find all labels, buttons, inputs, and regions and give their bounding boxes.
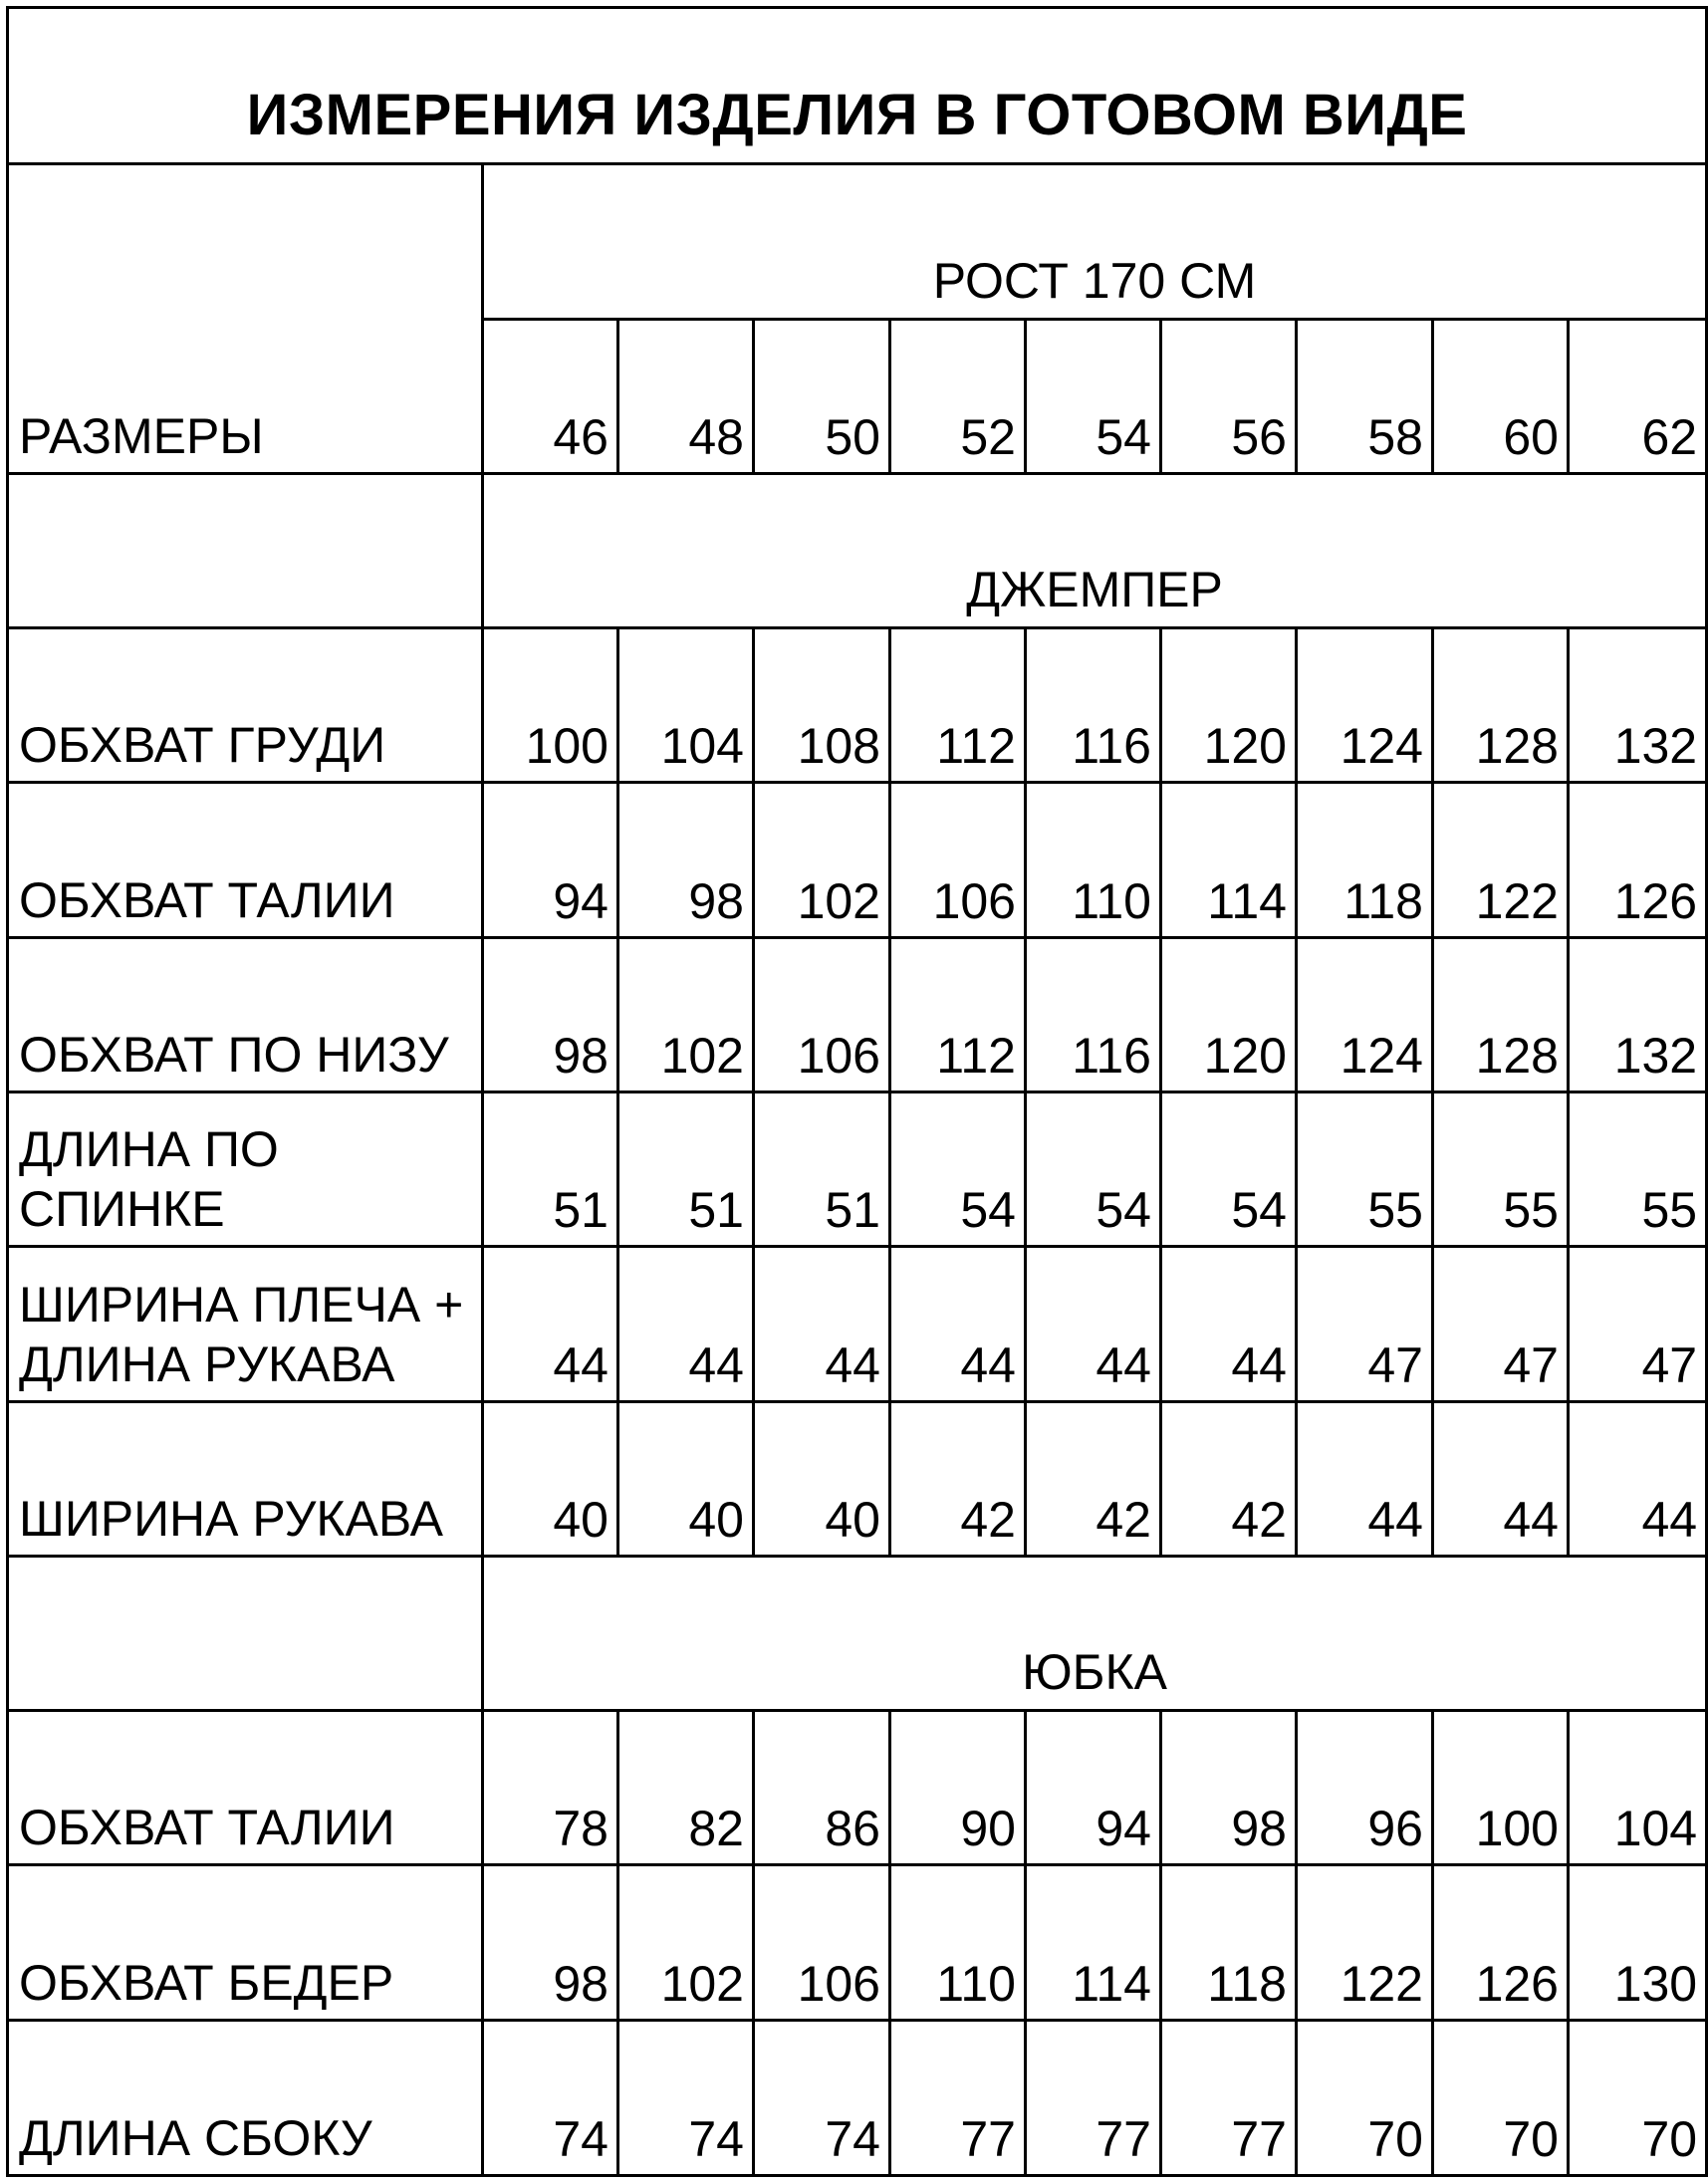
height-row bbox=[8, 164, 1707, 319]
measurement-value: 108 bbox=[754, 628, 890, 783]
measurement-value: 94 bbox=[1026, 1711, 1161, 1865]
measurement-value: 104 bbox=[618, 628, 754, 783]
measurement-row bbox=[8, 1247, 1707, 1401]
measurement-value: 132 bbox=[1569, 628, 1707, 783]
measurement-value: 98 bbox=[1161, 1711, 1297, 1865]
section-title: ЮБКА bbox=[483, 1556, 1707, 1710]
measurement-value: 122 bbox=[1433, 783, 1569, 937]
measurement-value: 112 bbox=[890, 628, 1026, 783]
measurement-value: 44 bbox=[890, 1247, 1026, 1401]
measurement-value: 51 bbox=[618, 1091, 754, 1246]
size-cell: 62 bbox=[1569, 319, 1707, 473]
measurement-row bbox=[8, 2020, 1707, 2175]
size-cell: 56 bbox=[1161, 319, 1297, 473]
measurement-value: 106 bbox=[754, 937, 890, 1091]
measurement-value: 42 bbox=[1161, 1401, 1297, 1556]
measurement-label: ШИРИНА ПЛЕЧА + ДЛИНА РУКАВА bbox=[8, 1247, 483, 1401]
measurement-value: 40 bbox=[483, 1401, 618, 1556]
measurement-value: 51 bbox=[483, 1091, 618, 1246]
measurement-value: 44 bbox=[483, 1247, 618, 1401]
measurement-value: 122 bbox=[1297, 1865, 1433, 2020]
measurement-value: 44 bbox=[1569, 1401, 1707, 1556]
measurement-value: 100 bbox=[483, 628, 618, 783]
measurement-label: ОБХВАТ ГРУДИ bbox=[8, 628, 483, 783]
size-chart-body bbox=[8, 8, 1707, 2176]
size-cell: 54 bbox=[1026, 319, 1161, 473]
measurement-value: 55 bbox=[1569, 1091, 1707, 1246]
size-cell: 58 bbox=[1297, 319, 1433, 473]
measurement-label: ОБХВАТ ТАЛИИ bbox=[8, 1711, 483, 1865]
measurement-value: 54 bbox=[890, 1091, 1026, 1246]
measurement-label: ОБХВАТ БЕДЕР bbox=[8, 1865, 483, 2020]
measurement-value: 120 bbox=[1161, 937, 1297, 1091]
measurement-value: 74 bbox=[483, 2020, 618, 2175]
measurement-value: 106 bbox=[754, 1865, 890, 2020]
measurement-row bbox=[8, 1711, 1707, 1865]
section-title: ДЖЕМПЕР bbox=[483, 473, 1707, 627]
measurement-row bbox=[8, 937, 1707, 1091]
measurement-value: 44 bbox=[1161, 1247, 1297, 1401]
sizes-label: РАЗМЕРЫ bbox=[8, 319, 483, 473]
measurement-row bbox=[8, 1865, 1707, 2020]
measurement-value: 82 bbox=[618, 1711, 754, 1865]
measurement-value: 126 bbox=[1569, 783, 1707, 937]
measurement-row bbox=[8, 628, 1707, 783]
measurement-value: 96 bbox=[1297, 1711, 1433, 1865]
measurement-value: 98 bbox=[483, 1865, 618, 2020]
measurement-value: 40 bbox=[618, 1401, 754, 1556]
measurement-label: ДЛИНА ПО СПИНКЕ bbox=[8, 1091, 483, 1246]
measurement-value: 110 bbox=[1026, 783, 1161, 937]
measurement-label: ОБХВАТ ТАЛИИ bbox=[8, 783, 483, 937]
blank-corner-cell bbox=[8, 164, 483, 319]
measurement-value: 106 bbox=[890, 783, 1026, 937]
measurement-value: 86 bbox=[754, 1711, 890, 1865]
measurement-value: 114 bbox=[1161, 783, 1297, 937]
measurement-value: 55 bbox=[1433, 1091, 1569, 1246]
size-chart-table bbox=[6, 6, 1708, 2177]
measurement-row bbox=[8, 1091, 1707, 1246]
measurement-value: 90 bbox=[890, 1711, 1026, 1865]
section-header-row bbox=[8, 1556, 1707, 1710]
measurement-value: 44 bbox=[1026, 1247, 1161, 1401]
measurement-value: 102 bbox=[618, 1865, 754, 2020]
measurement-value: 42 bbox=[1026, 1401, 1161, 1556]
measurement-row bbox=[8, 783, 1707, 937]
measurement-value: 51 bbox=[754, 1091, 890, 1246]
measurement-value: 47 bbox=[1433, 1247, 1569, 1401]
measurement-value: 44 bbox=[754, 1247, 890, 1401]
chart-title: ИЗМЕРЕНИЯ ИЗДЕЛИЯ В ГОТОВОМ ВИДЕ bbox=[8, 8, 1707, 164]
measurement-value: 55 bbox=[1297, 1091, 1433, 1246]
measurement-value: 77 bbox=[1026, 2020, 1161, 2175]
measurement-label: ДЛИНА СБОКУ bbox=[8, 2020, 483, 2175]
measurement-value: 114 bbox=[1026, 1865, 1161, 2020]
measurement-value: 47 bbox=[1297, 1247, 1433, 1401]
measurement-value: 128 bbox=[1433, 937, 1569, 1091]
size-cell: 60 bbox=[1433, 319, 1569, 473]
size-cell: 52 bbox=[890, 319, 1026, 473]
measurement-value: 54 bbox=[1026, 1091, 1161, 1246]
measurement-row bbox=[8, 1401, 1707, 1556]
measurement-value: 118 bbox=[1297, 783, 1433, 937]
measurement-value: 118 bbox=[1161, 1865, 1297, 2020]
height-label: РОСТ 170 СМ bbox=[483, 164, 1707, 319]
measurement-value: 126 bbox=[1433, 1865, 1569, 2020]
measurement-value: 102 bbox=[618, 937, 754, 1091]
measurement-value: 124 bbox=[1297, 628, 1433, 783]
size-cell: 48 bbox=[618, 319, 754, 473]
measurement-value: 104 bbox=[1569, 1711, 1707, 1865]
measurement-label: ОБХВАТ ПО НИЗУ bbox=[8, 937, 483, 1091]
measurement-value: 98 bbox=[483, 937, 618, 1091]
measurement-value: 47 bbox=[1569, 1247, 1707, 1401]
measurement-value: 42 bbox=[890, 1401, 1026, 1556]
section-blank-cell bbox=[8, 1556, 483, 1710]
measurement-value: 116 bbox=[1026, 628, 1161, 783]
measurement-value: 74 bbox=[618, 2020, 754, 2175]
measurement-value: 100 bbox=[1433, 1711, 1569, 1865]
measurement-value: 130 bbox=[1569, 1865, 1707, 2020]
title-row bbox=[8, 8, 1707, 164]
measurement-value: 77 bbox=[890, 2020, 1026, 2175]
measurement-value: 74 bbox=[754, 2020, 890, 2175]
section-header-row bbox=[8, 473, 1707, 627]
measurement-value: 78 bbox=[483, 1711, 618, 1865]
size-cell: 46 bbox=[483, 319, 618, 473]
sizes-row bbox=[8, 319, 1707, 473]
measurement-value: 98 bbox=[618, 783, 754, 937]
measurement-value: 94 bbox=[483, 783, 618, 937]
measurement-value: 54 bbox=[1161, 1091, 1297, 1246]
measurement-value: 44 bbox=[1433, 1401, 1569, 1556]
size-cell: 50 bbox=[754, 319, 890, 473]
measurement-value: 112 bbox=[890, 937, 1026, 1091]
measurement-value: 70 bbox=[1297, 2020, 1433, 2175]
measurement-value: 77 bbox=[1161, 2020, 1297, 2175]
section-blank-cell bbox=[8, 473, 483, 627]
measurement-value: 124 bbox=[1297, 937, 1433, 1091]
measurement-value: 110 bbox=[890, 1865, 1026, 2020]
measurement-value: 128 bbox=[1433, 628, 1569, 783]
measurement-value: 70 bbox=[1433, 2020, 1569, 2175]
measurement-value: 102 bbox=[754, 783, 890, 937]
measurement-value: 44 bbox=[1297, 1401, 1433, 1556]
measurement-value: 44 bbox=[618, 1247, 754, 1401]
measurement-value: 116 bbox=[1026, 937, 1161, 1091]
measurement-label: ШИРИНА РУКАВА bbox=[8, 1401, 483, 1556]
measurement-value: 120 bbox=[1161, 628, 1297, 783]
measurement-value: 70 bbox=[1569, 2020, 1707, 2175]
measurement-value: 132 bbox=[1569, 937, 1707, 1091]
measurement-value: 40 bbox=[754, 1401, 890, 1556]
